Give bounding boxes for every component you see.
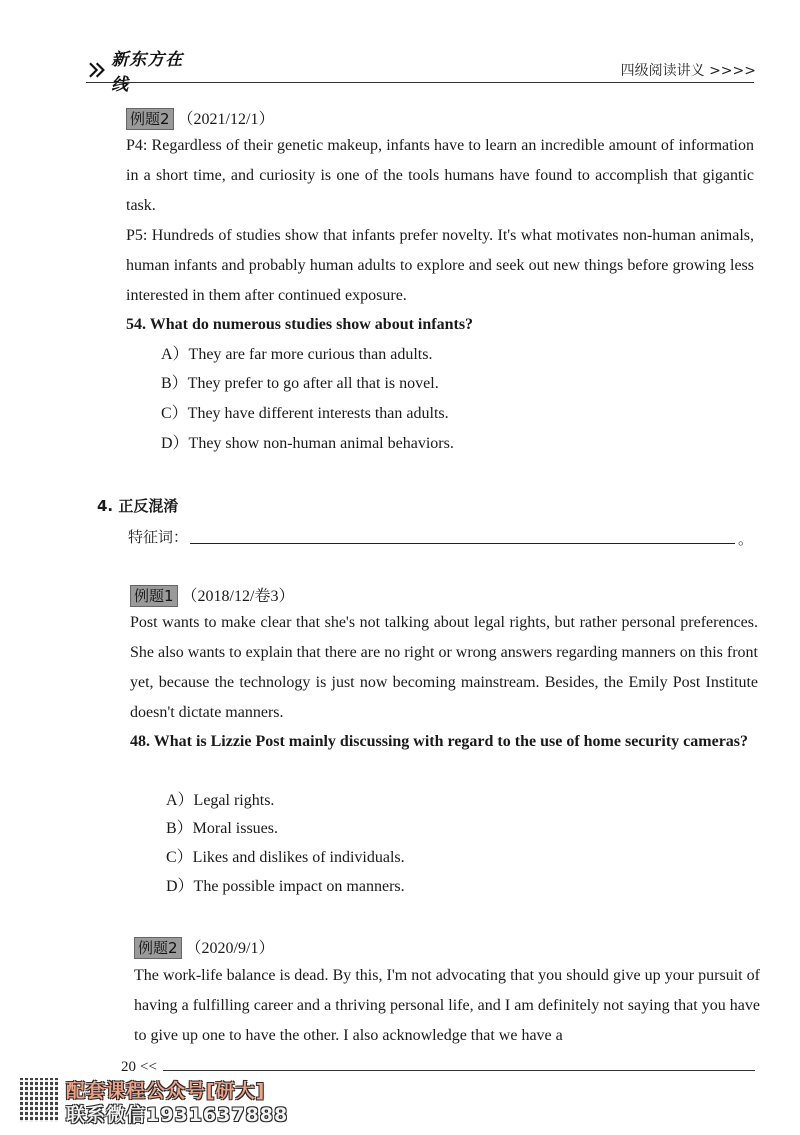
watermark-line-2: 联系微信1931637888 bbox=[66, 1104, 289, 1126]
logo-text: 新东方在线 bbox=[111, 50, 184, 95]
question-48: 48. What is Lizzie Post mainly discussing with regard to the use of home security cameras? bbox=[130, 733, 749, 750]
example-date: （2021/12/1） bbox=[177, 111, 275, 128]
option-d: D）The possible impact on manners. bbox=[166, 878, 405, 895]
option-a: A）Legal rights. bbox=[166, 792, 275, 809]
example-tag: 例题1 bbox=[130, 585, 178, 607]
fill-in-blank-line bbox=[190, 543, 735, 544]
footer-divider bbox=[163, 1070, 755, 1071]
page-number: 20 bbox=[121, 1059, 136, 1075]
passage-p4: P4: Regardless of their genetic makeup, infants have to learn an incredible amount of information in a short time, and curiosity is one of the tools humans have found to accomplish that gigantic task. bbox=[126, 137, 754, 214]
example-heading-3 bbox=[134, 935, 274, 959]
example-tag: 例题2 bbox=[134, 937, 182, 959]
header-subtitle: 四级阅读讲义 >>>> bbox=[620, 63, 756, 79]
option-d: D）They show non-human animal behaviors. bbox=[161, 435, 454, 452]
example-tag: 例题2 bbox=[126, 108, 174, 130]
footer-arrows: << bbox=[140, 1059, 157, 1075]
passage-p5: P5: Hundreds of studies show that infants prefer novelty. It's what motivates non-human animals, human infants and probably human adults to explore and seek out new things before growing less interested in them after continued exposure. bbox=[126, 227, 754, 304]
option-b: B）Moral issues. bbox=[166, 820, 279, 837]
feature-label: 特征词： bbox=[128, 528, 189, 546]
passage-post: Post wants to make clear that she's not talking about legal rights, but rather personal preferences. She also wants to explain that there are no right or wrong answers regarding manners on this front yet, because the technology is just now becoming mainstream. Besides, the Emily Post Institute doesn't dictate manners. bbox=[130, 614, 758, 721]
header-logo bbox=[88, 50, 198, 95]
example-date: （2018/12/卷3） bbox=[181, 588, 295, 605]
option-a: A）They are far more curious than adults. bbox=[161, 346, 433, 363]
koolearn-logo-icon bbox=[88, 61, 107, 79]
example-date: （2020/9/1） bbox=[185, 940, 275, 957]
watermark-line-1: 配套课程公众号[研大] bbox=[66, 1080, 266, 1102]
option-c: C）Likes and dislikes of individuals. bbox=[166, 849, 405, 866]
end-mark: 。 bbox=[738, 530, 754, 548]
option-c: C）They have different interests than adults. bbox=[161, 405, 449, 422]
qr-code-icon bbox=[20, 1078, 60, 1122]
section-title: 4. 正反混淆 bbox=[97, 497, 179, 515]
example-heading-1 bbox=[126, 106, 274, 130]
header-divider bbox=[86, 82, 754, 83]
option-b: B）They prefer to go after all that is novel. bbox=[161, 375, 439, 392]
question-54: 54. What do numerous studies show about infants? bbox=[126, 316, 474, 333]
passage-work-life: The work-life balance is dead. By this, I'm not advocating that you should give up your pursuit of having a fulfilling career and a thriving personal life, and I am definitely not saying that you have to give up one to have the other. I also acknowledge that we have a bbox=[134, 967, 760, 1044]
example-heading-2 bbox=[130, 583, 294, 607]
